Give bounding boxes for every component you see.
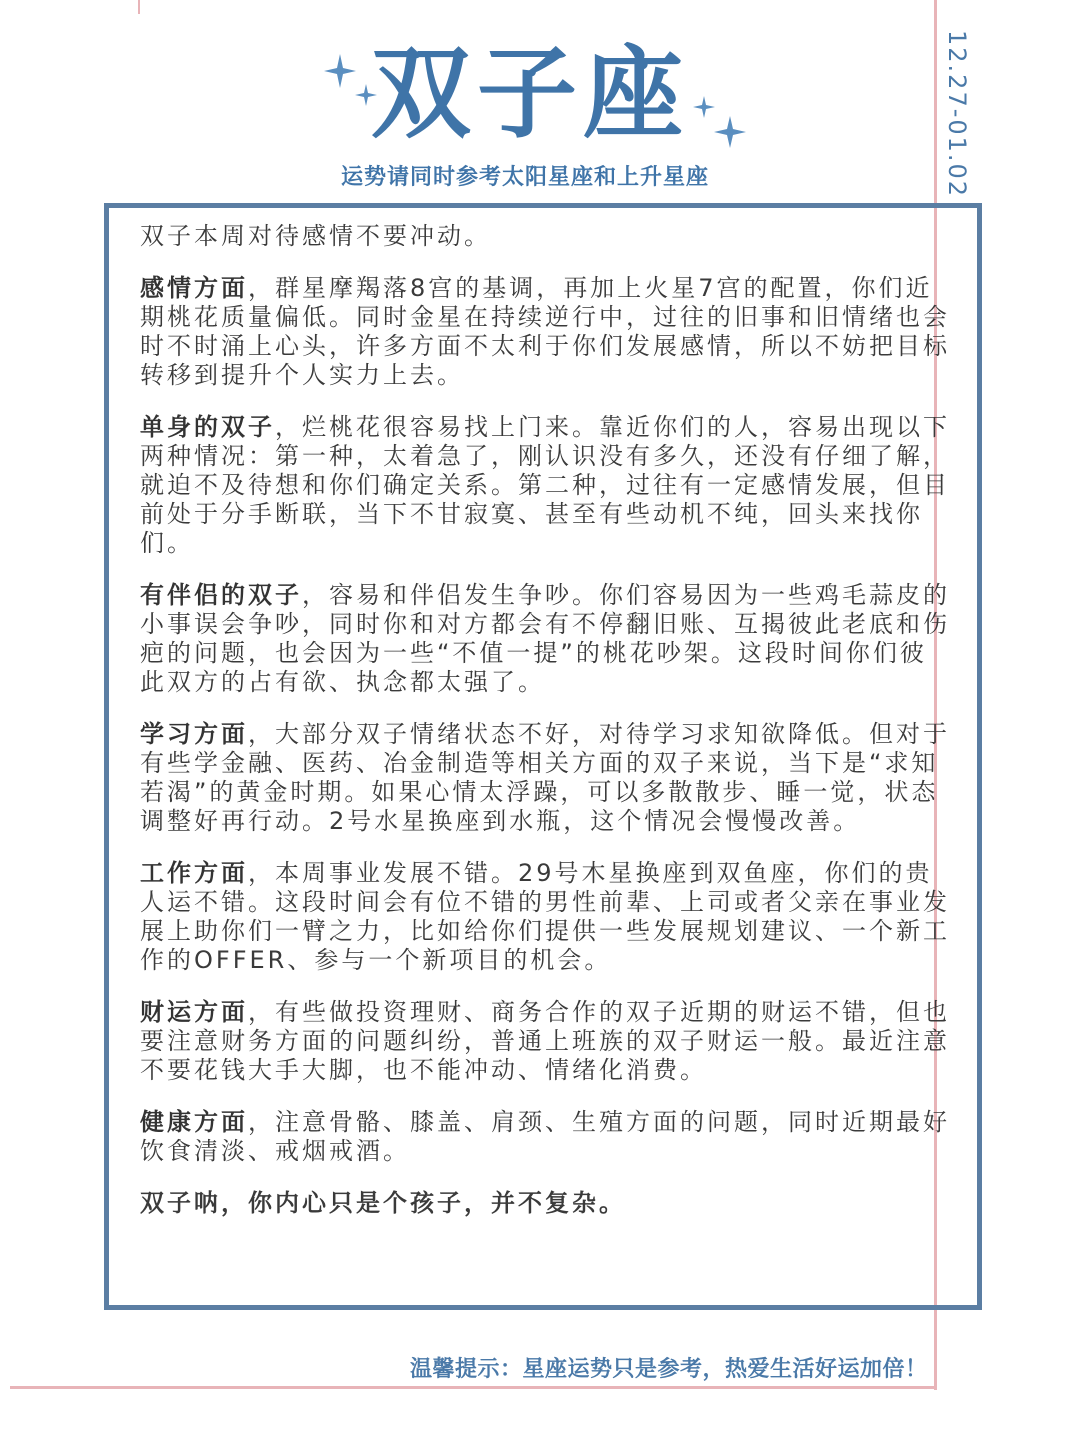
pink-horizontal-line [10, 1386, 937, 1389]
section-text: ，大部分双子情绪状态不好，对待学习求知欲降低。但对于有些学金融、医药、冶金制造等相关方面的双子来说，当下是“求知若渴”的黄金时期。如果心情太浮躁，可以多散散步、睡一觉，状态调整好再行动。2号水星换座到水瓶，这个情况会慢慢改善。 [140, 720, 950, 835]
section-label: 工作方面 [140, 859, 248, 887]
footer-tip: 温馨提示：星座运势只是参考，热爱生活好运加倍！ [410, 1357, 928, 1382]
section-label: 有伴侣的双子 [140, 581, 302, 609]
date-range: 12.27-01.02 [943, 30, 971, 199]
intro-paragraph: 双子本周对待感情不要冲动。 [140, 222, 491, 250]
section-label: 健康方面 [140, 1108, 248, 1136]
section-wealth [140, 998, 952, 1085]
page-title: 双子座 [371, 35, 689, 152]
page-subtitle: 运势请同时参考太阳星座和上升星座 [340, 165, 709, 190]
section-label: 财运方面 [140, 998, 248, 1026]
section-label: 感情方面 [140, 274, 248, 302]
section-study [140, 720, 952, 836]
closing-line: 双子呐，你内心只是个孩子，并不复杂。 [140, 1189, 626, 1217]
section-single [140, 413, 952, 558]
section-text: ，群星摩羯落8宫的基调，再加上火星7宫的配置，你们近期桃花质量偏低。同时金星在持续逆行中，过往的旧事和旧情绪也会时不时涌上心头，许多方面不太利于你们发展感情，所以不妨把目标转移到提升个人实力上去。 [140, 274, 950, 389]
section-partner [140, 581, 952, 697]
section-text: ，有些做投资理财、商务合作的双子近期的财运不错，但也要注意财务方面的问题纠纷，普通上班族的双子财运一般。最近注意不要花钱大手大脚，也不能冲动、情绪化消费。 [140, 998, 950, 1084]
section-text: ，注意骨骼、膝盖、肩颈、生殖方面的问题，同时近期最好饮食清淡、戒烟戒酒。 [140, 1108, 950, 1165]
section-text: ，烂桃花很容易找上门来。靠近你们的人，容易出现以下两种情况：第一种，太着急了，刚认识没有多久，还没有仔细了解，就迫不及待想和你们确定关系。第二种，过往有一定感情发展，但目前处于分手断联，当下不甘寂寞、甚至有些动机不纯，回头来找你们。 [140, 413, 950, 557]
section-label: 学习方面 [140, 720, 248, 748]
content-card [104, 203, 982, 1310]
section-health [140, 1108, 952, 1166]
decor-tick [138, 0, 140, 14]
section-love [140, 274, 952, 390]
section-label: 单身的双子 [140, 413, 275, 441]
section-text: ，容易和伴侣发生争吵。你们容易因为一些鸡毛蒜皮的小事误会争吵，同时你和对方都会有不停翻旧账、互揭彼此老底和伤疤的问题，也会因为一些“不值一提”的桃花吵架。这段时间你们彼此双方的占有欲、执念都太强了。 [140, 581, 950, 696]
section-work [140, 859, 952, 975]
content-body [140, 222, 952, 1241]
section-text: ，本周事业发展不错。29号木星换座到双鱼座，你们的贵人运不错。这段时间会有位不错的男性前辈、上司或者父亲在事业发展上助你们一臂之力，比如给你们提供一些发展规划建议、一个新工作的OFFER、参与一个新项目的机会。 [140, 859, 950, 974]
